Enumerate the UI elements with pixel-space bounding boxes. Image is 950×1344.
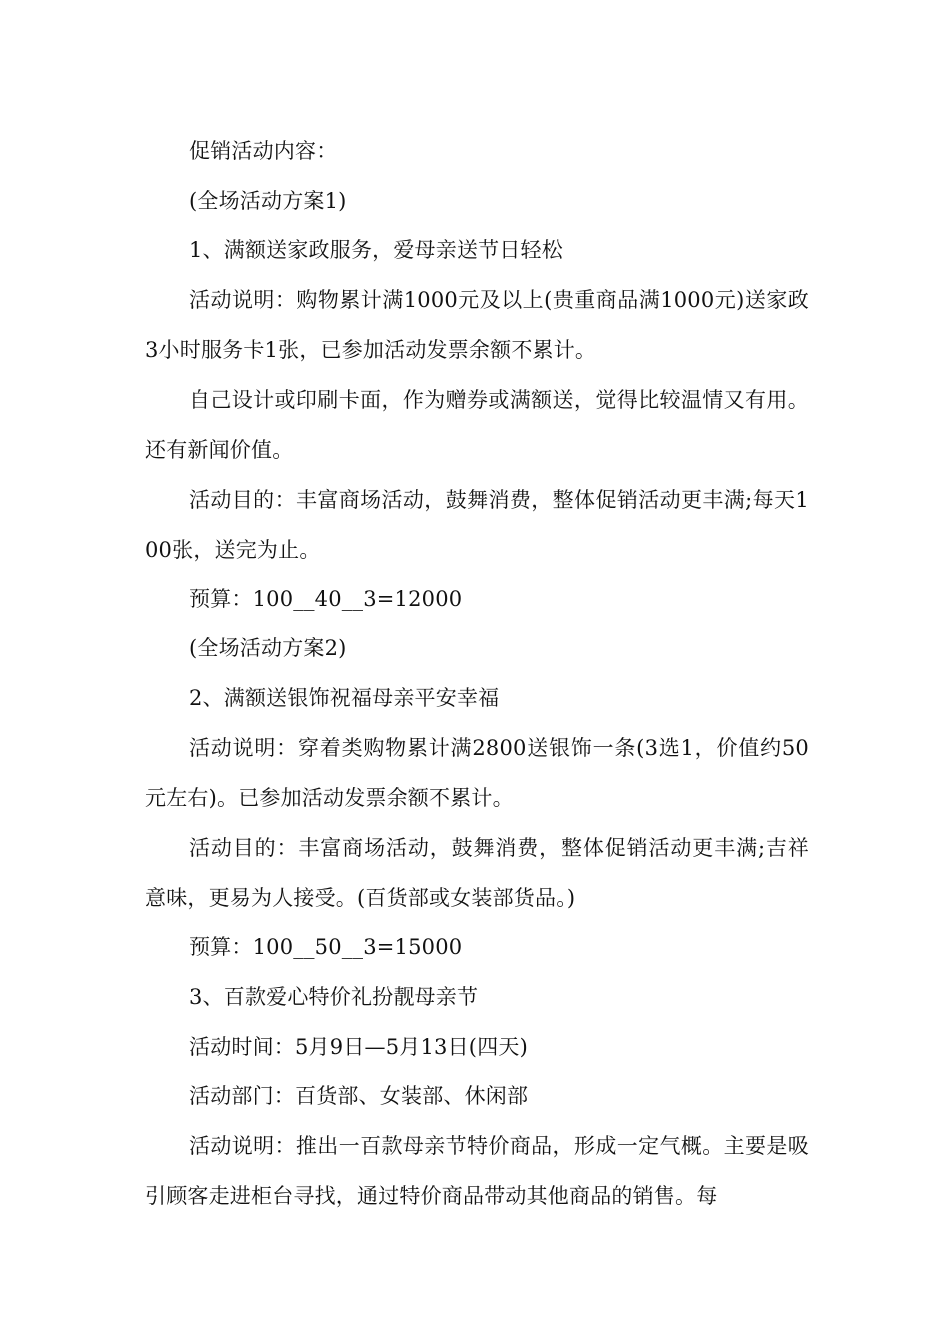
paragraph-activity-description-1: 活动说明：购物累计满1000元及以上(贵重商品满1000元)送家政3小时服务卡1张，已参加活动发票余额不累计。: [145, 288, 809, 362]
plan-label-2: (全场活动方案2): [189, 636, 347, 660]
paragraph-activity-time: 活动时间：5月9日—5月13日(四天): [189, 1035, 528, 1059]
section-heading-promo-content: 促销活动内容：: [189, 139, 338, 163]
paragraph-activity-goal-1: 活动目的：丰富商场活动，鼓舞消费，整体促销活动更丰满;每天100张，送完为止。: [145, 488, 809, 562]
paragraph-card-design-note: 自己设计或印刷卡面，作为赠券或满额送，觉得比较温情又有用。还有新闻价值。: [145, 388, 809, 462]
paragraph-activity-description-3: 活动说明：推出一百款母亲节特价商品，形成一定气概。主要是吸引顾客走进柜台寻找，通过特价商品带动其他商品的销售。每: [145, 1134, 809, 1208]
paragraph-activity-goal-2: 活动目的：丰富商场活动，鼓舞消费，整体促销活动更丰满;吉祥意味，更易为人接受。(百货部或女装部货品。): [145, 836, 809, 910]
paragraph-budget-1: 预算：100__40__3=12000: [189, 587, 463, 611]
item-heading-2: 2、满额送银饰祝福母亲平安幸福: [189, 686, 500, 710]
plan-label-1: (全场活动方案1): [189, 189, 347, 213]
paragraph-activity-departments: 活动部门：百货部、女装部、休闲部: [189, 1084, 529, 1108]
paragraph-budget-2: 预算：100__50__3=15000: [189, 935, 463, 959]
item-heading-3: 3、百款爱心特价礼扮靓母亲节: [189, 985, 479, 1009]
paragraph-activity-description-2: 活动说明：穿着类购物累计满2800送银饰一条(3选1，价值约50元左右)。已参加活动发票余额不累计。: [145, 736, 809, 810]
item-heading-1: 1、满额送家政服务，爱母亲送节日轻松: [189, 238, 563, 262]
